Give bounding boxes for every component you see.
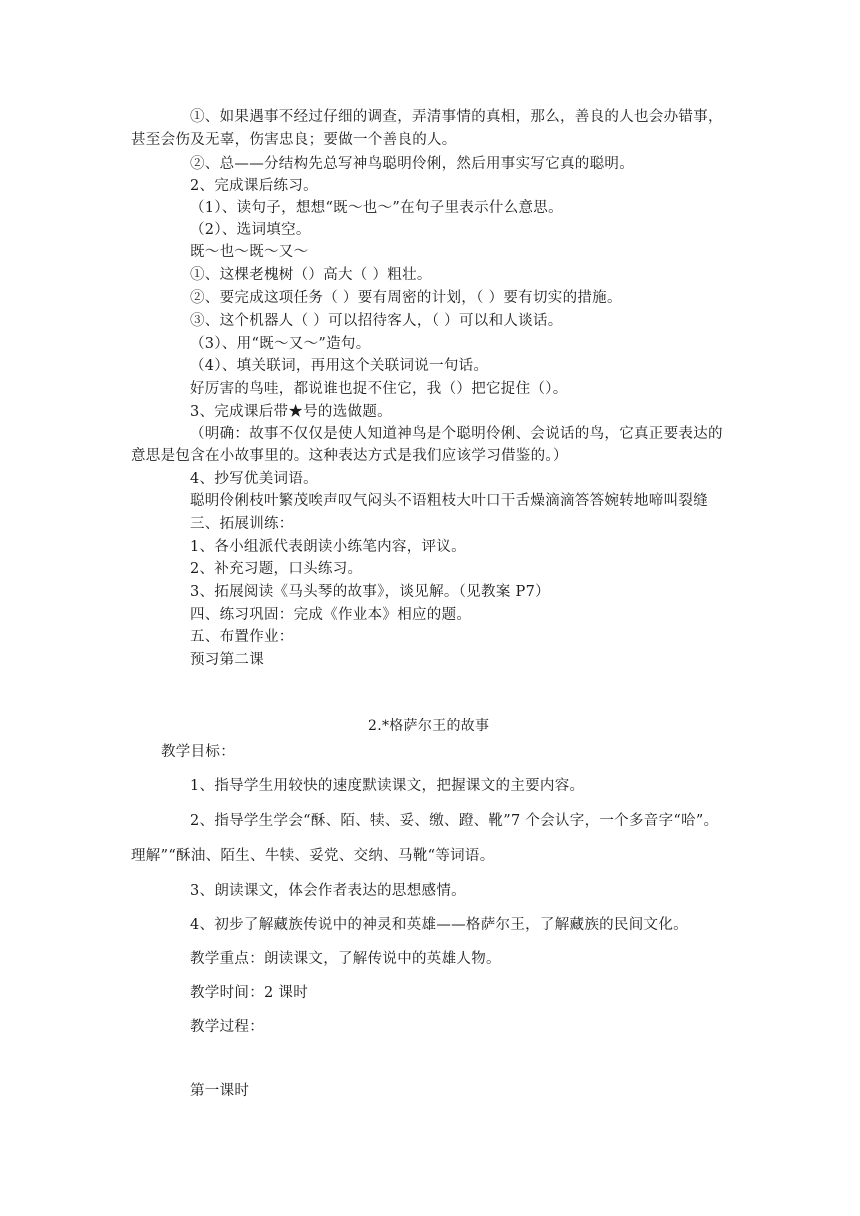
paragraph-line: 意思是包含在小故事里的。这种表达方式是我们应该学习借鉴的。） xyxy=(131,448,568,464)
paragraph-line: ②、要完成这项任务（ ）要有周密的计划，（ ）要有切实的措施。 xyxy=(190,290,622,306)
paragraph-line: 教学过程： xyxy=(190,1019,264,1035)
paragraph-line: 四、练习巩固：完成《作业本》相应的题。 xyxy=(190,607,472,623)
paragraph-line: 2、完成课后练习。 xyxy=(190,178,318,194)
paragraph-line: （4）、填关联词，再用这个关联词说一句话。 xyxy=(190,358,489,374)
paragraph-line: 理解”“酥油、陌生、牛犊、妥党、交纳、马靴“等词语。 xyxy=(131,848,495,864)
paragraph-line: （1）、读句子，想想“既～也～”在句子里表示什么意思。 xyxy=(190,200,563,216)
paragraph-line: 五、布置作业： xyxy=(190,629,294,645)
paragraph-line: 第一课时 xyxy=(190,1083,250,1099)
paragraph-line: 1、指导学生用较快的速度默读课文，把握课文的主要内容。 xyxy=(190,778,585,794)
paragraph-line: 预习第二课 xyxy=(190,652,264,668)
section-heading: 教学目标： xyxy=(161,744,235,760)
paragraph-line: 既～也～既～又～ xyxy=(190,244,309,260)
paragraph-line: 1、各小组派代表朗读小练笔内容，评议。 xyxy=(190,539,466,555)
paragraph-line: 聪明伶俐枝叶繁茂唉声叹气闷头不语粗枝大叶口干舌燥滴滴答答婉转地啼叫裂缝 xyxy=(190,493,708,509)
paragraph-line: 教学时间：2 课时 xyxy=(190,985,309,1001)
paragraph-line: 甚至会伤及无辜，伤害忠良；要做一个善良的人。 xyxy=(131,132,457,148)
paragraph-line: 好厉害的鸟哇，都说谁也捉不住它，我（）把它捉住（）。 xyxy=(190,381,568,397)
paragraph-line: 教学重点：朗读课文，了解传说中的英雄人物。 xyxy=(190,951,501,967)
paragraph-line: 4、初步了解藏族传说中的神灵和英雄——格萨尔王，了解藏族的民间文化。 xyxy=(190,917,688,933)
paragraph-line: （2）、选词填空。 xyxy=(190,222,311,238)
paragraph-line: 4、抄写优美词语。 xyxy=(190,471,318,487)
paragraph-line: 三、拓展训练： xyxy=(190,516,294,532)
lesson-title: 2.*格萨尔王的故事 xyxy=(368,718,490,734)
paragraph-line: 3、完成课后带★号的选做题。 xyxy=(190,404,392,420)
paragraph-line: ③、这个机器人（ ）可以招待客人，（ ）可以和人谈话。 xyxy=(190,313,563,329)
paragraph-line: （明确：故事不仅仅是使人知道神鸟是个聪明伶俐、会说话的鸟，它真正要表达的 xyxy=(190,426,723,442)
paragraph-line: ①、如果遇事不经过仔细的调查，弄清事情的真相，那么，善良的人也会办错事， xyxy=(190,109,723,125)
paragraph-line: 2、补充习题，口头练习。 xyxy=(190,561,363,577)
paragraph-line: 3、拓展阅读《马头琴的故事》，谈见解。（见教案 P7） xyxy=(190,584,550,600)
paragraph-line: 3、朗读课文，体会作者表达的思想感情。 xyxy=(190,883,466,899)
paragraph-line: （3）、用“既～又～”造句。 xyxy=(190,336,371,352)
paragraph-line: ①、这棵老槐树（）高大（ ）粗壮。 xyxy=(190,267,432,283)
paragraph-line: 2、指导学生学会“酥、陌、犊、妥、缴、蹬、靴”7 个会认字，一个多音字“哈”。 xyxy=(190,813,719,829)
paragraph-line: ②、总——分结构先总写神鸟聪明伶俐，然后用事实写它真的聪明。 xyxy=(190,156,634,172)
